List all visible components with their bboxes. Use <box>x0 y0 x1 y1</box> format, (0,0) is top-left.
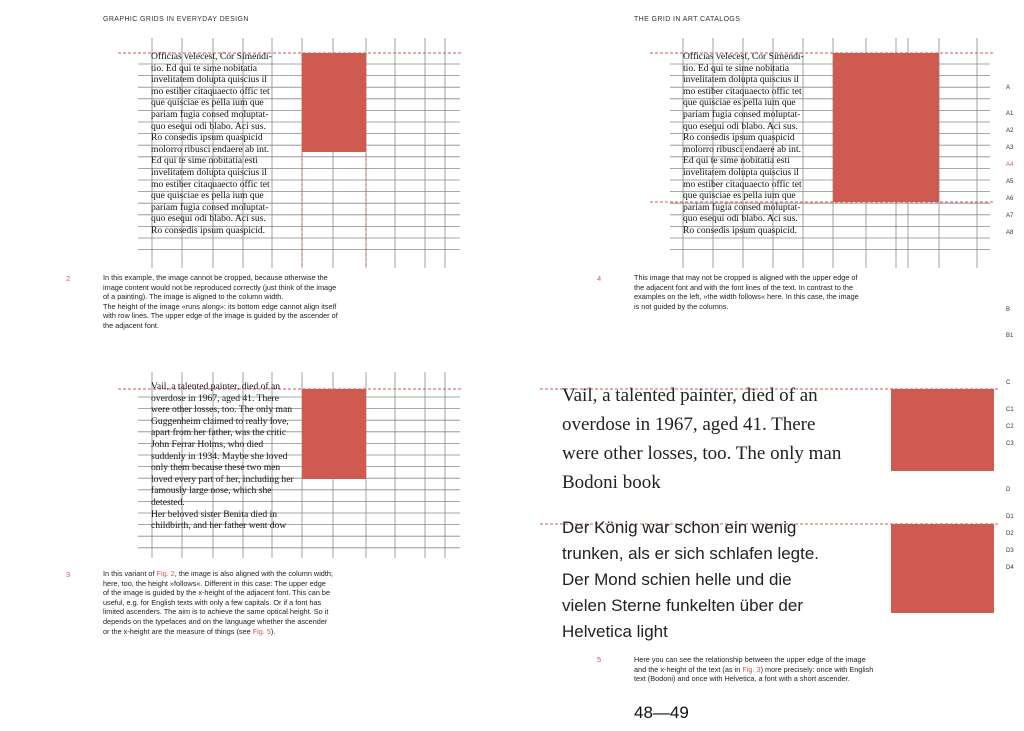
sample-line: vielen Sterne funkelten über der <box>562 596 803 615</box>
caption-line: useful, e.g. for English texts with only a few capitals. Or if a font has <box>103 597 322 607</box>
text-line: molorro ribusci endaere ab int. <box>151 143 270 155</box>
fig3-caption-text: ). <box>270 626 276 636</box>
margin-marker: C1 <box>1006 407 1014 413</box>
right-running-header: THE GRID IN ART CATALOGS <box>634 16 741 23</box>
caption-line: is not guided by the columns. <box>634 301 729 311</box>
margin-marker: C <box>1006 380 1011 386</box>
text-line: childbirth, and her father went dow <box>151 520 287 532</box>
text-line: mo estiber citaquaecto offic tet <box>683 85 802 97</box>
fig2-body-text <box>151 51 272 237</box>
fig3-caption-text: In this variant of <box>103 569 157 578</box>
left-running-header: GRAPHIC GRIDS IN EVERYDAY DESIGN <box>103 16 249 23</box>
fig2-reference-link[interactable]: Fig. 2 <box>156 569 175 578</box>
text-line: que quisciae es pella ium que <box>151 97 264 109</box>
caption-line: This image that may not be cropped is aligned with the upper edge of <box>634 273 858 282</box>
text-line: Ro consedis ipsum quaspicid. <box>151 224 266 236</box>
margin-marker: C3 <box>1006 441 1014 447</box>
sample-line: Der Mond schien helle und die <box>562 570 792 589</box>
margin-marker: D2 <box>1006 531 1014 537</box>
fig3-image-box <box>302 389 366 479</box>
text-line: mo estiber citaquaecto offic tet <box>683 178 802 190</box>
text-line: famously large nose, which she <box>151 485 272 497</box>
text-line: pariam fugia consed moluptat- <box>151 108 269 120</box>
margin-marker: C2 <box>1006 424 1014 430</box>
fig5-helvetica-sample <box>562 515 819 645</box>
text-line: Guggenheim claimed to really love, <box>151 415 289 427</box>
sample-line: trunken, als er sich schlafen legte. <box>562 544 820 563</box>
text-line: pariam fugia consed moluptat- <box>683 108 801 120</box>
text-line: invelitatem dolupta quiscius il <box>151 166 267 178</box>
margin-marker: D1 <box>1006 514 1014 520</box>
text-line: Ed qui te sime nobitatia esti <box>683 155 790 167</box>
sample-line: were other losses, too. The only man <box>562 443 842 464</box>
caption-line: examples on the left, »the width follows« here. In this case, the image <box>634 292 859 302</box>
text-line: Ro consedis ipsum quaspicid. <box>683 224 798 236</box>
sample-line: Helvetica light <box>562 622 668 641</box>
text-line: invelitatem dolupta quiscius il <box>683 166 799 178</box>
caption-line: depends on the typefaces and on the language whether the ascender <box>103 616 328 626</box>
margin-marker: A3 <box>1006 145 1014 151</box>
margin-marker: D <box>1006 487 1011 493</box>
fig3-caption <box>103 569 333 636</box>
sample-line: Vail, a talented painter, died of an <box>562 385 818 406</box>
fig4-image-box <box>833 53 939 202</box>
fig5-image-box-bodoni <box>891 389 994 471</box>
fig3-caption-text: or the x-height are the measure of things (see <box>103 626 253 636</box>
caption-line: the adjacent font. <box>103 320 159 330</box>
sample-line: Der König war schon ein wenig <box>562 518 797 537</box>
text-line: invelitatem dolupta quiscius il <box>151 74 267 86</box>
text-line: John Ferrar Holms, who died <box>151 438 264 450</box>
text-line: detested. <box>151 496 185 508</box>
text-line: apart from her father, was the critic <box>151 427 287 439</box>
text-line: Her beloved sister Benita died in <box>151 508 278 520</box>
text-line: Officias velecest, Cor Simendi- <box>151 51 272 62</box>
fig5-image-box-helvetica <box>891 524 994 613</box>
margin-marker: D3 <box>1006 548 1014 554</box>
fig3-reference-link[interactable]: Fig. 3 <box>742 664 761 674</box>
fig5-reference-link[interactable]: Fig. 5 <box>252 626 271 636</box>
fig3-body-text <box>151 381 294 532</box>
caption-line: limited ascenders. The aim is to achieve the same optical height. So it <box>103 607 329 617</box>
margin-marker: A1 <box>1006 111 1014 117</box>
caption-line: image content would not be reproduced correctly (just think of the image <box>103 282 337 292</box>
margin-marker: A2 <box>1006 128 1014 134</box>
fig2-number: 2 <box>66 274 71 283</box>
text-line: were other losses, too. The only man <box>151 404 293 416</box>
text-line: only them because these two men <box>151 462 281 474</box>
text-line: suddenly in 1934. Maybe she loved <box>151 450 288 462</box>
fig5-caption-line: text (Bodoni) and once with Helvetica, a font with a short ascender. <box>634 674 850 684</box>
text-line: mo estiber citaquaecto offic tet <box>151 178 270 190</box>
text-line: tio. Ed qui te sime nobitatia <box>683 62 790 74</box>
page-number: 48—49 <box>634 703 689 722</box>
caption-line: with row lines. The upper edge of the image is guided by the ascender of <box>103 311 338 321</box>
text-line: Ro consedis ipsum quaspicid <box>683 132 795 144</box>
text-line: quo esequi odi blabo. Aci sus. <box>151 120 266 132</box>
text-line: Ed qui te sime nobitatia esti <box>151 155 258 167</box>
text-line: overdose in 1967, aged 41. There <box>151 392 279 404</box>
fig4-caption <box>634 273 859 311</box>
fig4-number: 4 <box>597 274 602 283</box>
fig5-caption <box>634 655 873 684</box>
caption-line: The height of the image «runs along»: its bottom edge cannot align itself <box>103 301 337 311</box>
margin-marker: D4 <box>1006 565 1014 571</box>
text-line: que quisciae es pella ium que <box>683 97 796 109</box>
margin-marker: A5 <box>1006 179 1014 185</box>
sample-line: Bodoni book <box>562 472 661 493</box>
text-line: pariam fugia consed moluptat- <box>151 201 269 213</box>
text-line: tio. Ed qui te sime nobitatia <box>151 62 258 74</box>
fig2-image-box <box>302 53 366 152</box>
fig3-number: 3 <box>66 570 71 579</box>
margin-marker: A4 <box>1006 162 1014 168</box>
caption-line: of a painting). The image is aligned to the column width. <box>103 292 284 302</box>
fig5-caption-text: ) more precisely: once with English <box>760 664 874 674</box>
text-line: Officias velecest, Cor Simendi- <box>683 51 804 62</box>
text-line: que quisciae es pella ium que <box>151 190 264 202</box>
text-line: loved every part of her, including her <box>151 473 294 485</box>
caption-line: of the image is guided by the x-height of the adjacent font. This can be <box>103 588 331 598</box>
text-line: quo esequi odi blabo. Aci sus. <box>683 213 798 225</box>
text-line: quo esequi odi blabo. Aci sus. <box>683 120 798 132</box>
margin-marker: A6 <box>1006 196 1014 202</box>
text-line: Vail, a talented painter, died of an <box>151 381 281 392</box>
fig2-caption <box>103 273 338 331</box>
sample-line: overdose in 1967, aged 41. There <box>562 414 816 435</box>
text-line: invelitatem dolupta quiscius il <box>683 74 799 86</box>
caption-line: In this example, the image cannot be cropped, because otherwise the <box>103 273 328 282</box>
caption-line: the adjacent font and with the font lines of the text. In contrast to the <box>634 282 854 292</box>
margin-marker: B <box>1006 307 1011 313</box>
margin-marker: A8 <box>1006 230 1014 236</box>
fig5-number: 5 <box>597 655 602 664</box>
text-line: quo esequi odi blabo. Aci sus. <box>151 213 266 225</box>
fig4-body-text <box>683 51 804 237</box>
margin-marker: A7 <box>1006 213 1014 219</box>
fig5-bodoni-sample <box>562 381 841 497</box>
text-line: pariam fugia consed moluptat- <box>683 201 801 213</box>
fig5-caption-text: and the x-height of the text (as in <box>634 664 743 674</box>
margin-marker: A <box>1006 85 1011 91</box>
caption-line: here, too, the height »follows«. Different in this case: The upper edge <box>103 578 326 588</box>
margin-marker: B1 <box>1006 333 1014 339</box>
fig3-caption-text: , the image is also aligned with the column width; <box>174 569 333 578</box>
text-line: que quisciae es pella ium que <box>683 190 796 202</box>
text-line: molorro ribusci endaere ab int. <box>683 143 802 155</box>
text-line: mo estiber citaquaecto offic tet <box>151 85 270 97</box>
fig5-caption-line: Here you can see the relationship between the upper edge of the image <box>634 655 866 664</box>
text-line: Ro consedis ipsum quaspicid <box>151 132 263 144</box>
